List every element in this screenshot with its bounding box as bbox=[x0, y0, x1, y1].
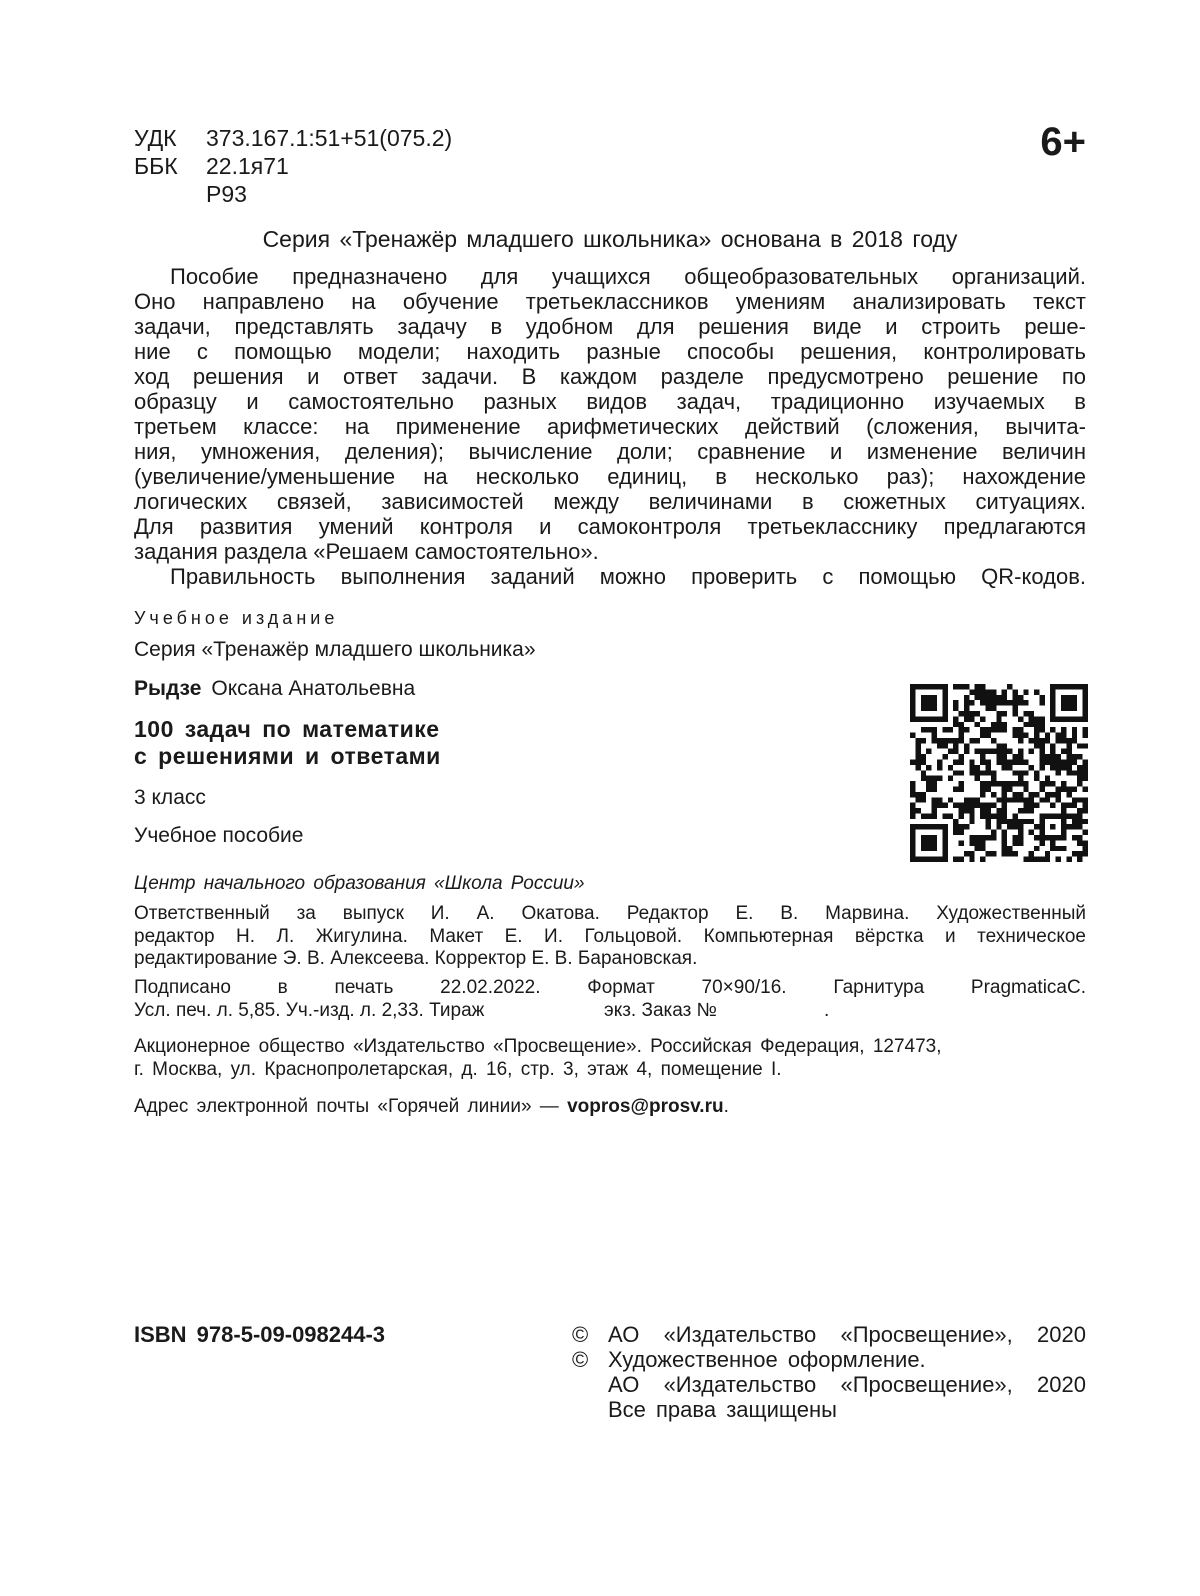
age-rating: 6+ bbox=[1040, 120, 1086, 164]
annotation-line: Для развития умений контроля и самоконтроля третьекласснику предлагаются bbox=[134, 514, 1086, 539]
annotation-line: Правильность выполнения заданий можно проверить с помощью QR-кодов. bbox=[170, 564, 1086, 589]
annotation-line: ход решения и ответ задачи. В каждом разделе предусмотрено решение по bbox=[134, 364, 1086, 389]
udk-value: 373.167.1:51+51(075.2) bbox=[206, 125, 453, 151]
annotation-line: задания раздела «Решаем самостоятельно». bbox=[134, 539, 599, 564]
email-address[interactable]: vopros@prosv.ru bbox=[567, 1096, 724, 1117]
annotation-line: Пособие предназначено для учащихся общеобразовательных организаций. bbox=[170, 264, 1086, 289]
copyright-symbol: © bbox=[572, 1322, 589, 1347]
udk-label: УДК bbox=[134, 125, 177, 151]
responsible-line: редактор Н. Л. Жигулина. Макет Е. И. Гольцовой. Компьютерная вёрстка и техническое bbox=[134, 925, 1086, 947]
print-end: . bbox=[824, 999, 830, 1021]
series-founded: Серия «Тренажёр младшего школьника» основана в 2018 году bbox=[262, 226, 958, 252]
grade: 3 класс bbox=[134, 786, 206, 809]
annotation-line: Оно направлено на обучение третьеклассников умениям анализировать текст bbox=[134, 289, 1086, 314]
copyright-line: АО «Издательство «Просвещение», 2020 bbox=[608, 1322, 1086, 1347]
annotation-line: логических связей, зависимостей между величинами в сюжетных ситуациях. bbox=[134, 489, 1086, 514]
publisher-center: Центр начального образования «Школа России» bbox=[134, 873, 585, 894]
annotation bbox=[134, 264, 1086, 589]
classification-block bbox=[134, 124, 452, 208]
author bbox=[134, 677, 415, 701]
email-suffix: . bbox=[723, 1096, 729, 1117]
series-name: Серия «Тренажёр младшего школьника» bbox=[134, 638, 536, 661]
annotation-line: третьем классе: на применение арифметических действий (сложения, вычита- bbox=[134, 414, 1086, 439]
copyright-symbol: © bbox=[572, 1347, 589, 1372]
author-name: Оксана Анатольевна bbox=[211, 677, 416, 700]
copyright-line: АО «Издательство «Просвещение», 2020 bbox=[608, 1372, 1086, 1397]
bbk-label: ББК bbox=[134, 153, 178, 179]
print-info bbox=[134, 977, 1086, 1022]
annotation-line: образцу и самостоятельно разных видов задач, традиционно изучаемых в bbox=[134, 389, 1086, 414]
qr-code-graphic bbox=[910, 684, 1088, 862]
edition-type: Учебное издание bbox=[134, 608, 339, 628]
book-kind: Учебное пособие bbox=[134, 824, 304, 847]
copyright-line: Художественное оформление. bbox=[608, 1347, 926, 1372]
annotation-line: ния, умножения, деления); вычисление доли; сравнение и изменение величин bbox=[134, 439, 1086, 464]
responsible-block bbox=[134, 903, 1086, 971]
author-surname: Рыдзе bbox=[134, 677, 202, 700]
bbk-value: 22.1я71 bbox=[206, 153, 289, 179]
annotation-line: ние с помощью модели; находить разные способы решения, контролировать bbox=[134, 339, 1086, 364]
book-title-line: 100 задач по математике bbox=[134, 716, 440, 742]
copyright-line: Все права защищены bbox=[608, 1397, 837, 1422]
book-title bbox=[134, 716, 441, 770]
book-title-line: с решениями и ответами bbox=[134, 743, 441, 769]
copyright-block bbox=[572, 1322, 1086, 1422]
qr-code[interactable] bbox=[910, 684, 1088, 862]
publisher-line: г. Москва, ул. Краснопролетарская, д. 16, стр. 3, этаж 4, помещение I. bbox=[134, 1058, 782, 1080]
print-circulation: Усл. печ. л. 5,85. Уч.-изд. л. 2,33. Тираж bbox=[134, 999, 485, 1021]
publisher-line: Акционерное общество «Издательство «Просвещение». Российская Федерация, 127473, bbox=[134, 1036, 942, 1057]
responsible-line: Ответственный за выпуск И. А. Окатова. Редактор Е. В. Марвина. Художественный bbox=[134, 903, 1086, 924]
print-order: экз. Заказ № bbox=[604, 999, 717, 1021]
author-mark: Р93 bbox=[206, 181, 247, 207]
annotation-line: задачи, представлять задачу в удобном для решения виде и строить реше- bbox=[134, 314, 1086, 339]
print-line: Подписано в печать 22.02.2022. Формат 70×90/16. Гарнитура PragmaticaC. bbox=[134, 977, 1086, 998]
hotline-email bbox=[134, 1096, 729, 1118]
email-prefix: Адрес электронной почты «Горячей линии» — bbox=[134, 1096, 559, 1117]
annotation-line: (увеличение/уменьшение на несколько единиц, в несколько раз); нахождение bbox=[134, 464, 1086, 489]
print-line-2 bbox=[134, 1000, 1086, 1023]
isbn: ISBN 978-5-09-098244-3 bbox=[134, 1322, 386, 1347]
publisher-address bbox=[134, 1036, 1074, 1081]
responsible-line: редактирование Э. В. Алексеева. Корректор Е. В. Барановская. bbox=[134, 948, 698, 969]
